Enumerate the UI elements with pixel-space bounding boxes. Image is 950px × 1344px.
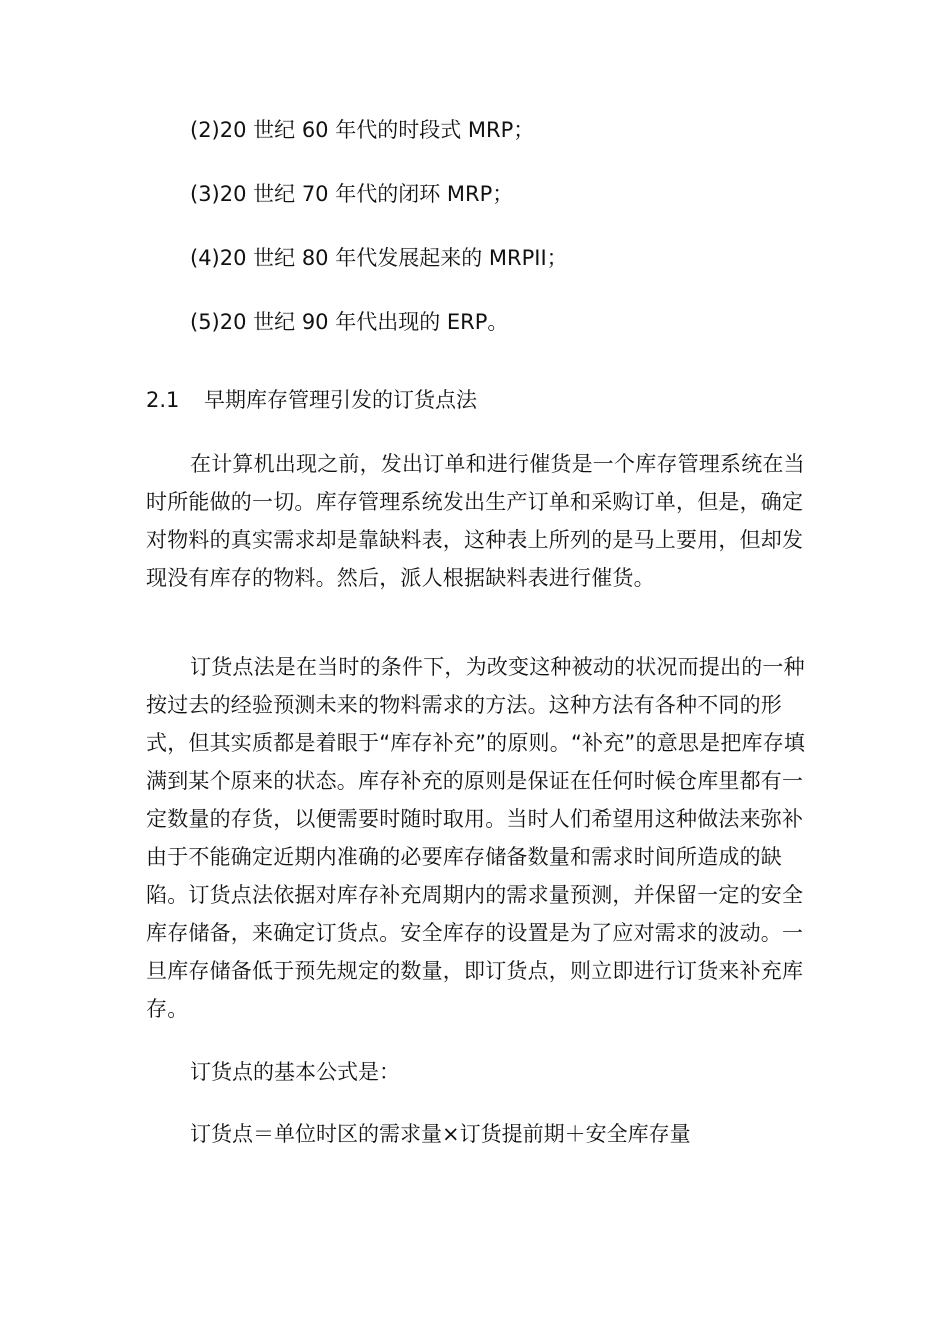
list-item-4: (5)20 世纪 90 年代出现的 ERP。 xyxy=(190,310,509,334)
section-heading xyxy=(146,390,477,411)
list-item-3: (4)20 世纪 80 年代发展起来的 MRPII； xyxy=(190,246,568,270)
formula: 订货点＝单位时区的需求量×订货提前期＋安全库存量 xyxy=(190,1122,691,1146)
list-item-1: (2)20 世纪 60 年代的时段式 MRP； xyxy=(190,118,535,142)
section-title: 早期库存管理引发的订货点法 xyxy=(204,388,477,412)
paragraph-1: 在计算机出现之前，发出订单和进行催货是一个库存管理系统在当时所能做的一切。库存管理系统发出生产订单和采购订单，但是，确定对物料的真实需求却是靠缺料表，这种表上所列的是马上要用，但却发现没有库存的物料。然后，派人根据缺料表进行催货。 xyxy=(146,452,805,590)
list-item-2: (3)20 世纪 70 年代的闭环 MRP； xyxy=(190,182,514,206)
paragraph-2: 订货点法是在当时的条件下，为改变这种被动的状况而提出的一种按过去的经验预测未来的物料需求的方法。这种方法有各种不同的形式，但其实质都是着眼于“库存补充”的原则。“补充”的意思是把库存填满到某个原来的状态。库存补充的原则是保证在任何时候仓库里都有一定数量的存货，以便需要时随时取用。当时人们希望用这种做法来弥补由于不能确定近期内准确的必要库存储备数量和需求时间所造成的缺陷。订货点法依据对库存补充周期内的需求量预测，并保留一定的安全库存储备，来确定订货点。安全库存的设置是为了应对需求的波动。一旦库存储备低于预先规定的数量，即订货点，则立即进行订货来补充库存。 xyxy=(146,655,806,1021)
section-number: 2.1 xyxy=(146,388,180,412)
formula-intro: 订货点的基本公式是： xyxy=(190,1060,400,1084)
